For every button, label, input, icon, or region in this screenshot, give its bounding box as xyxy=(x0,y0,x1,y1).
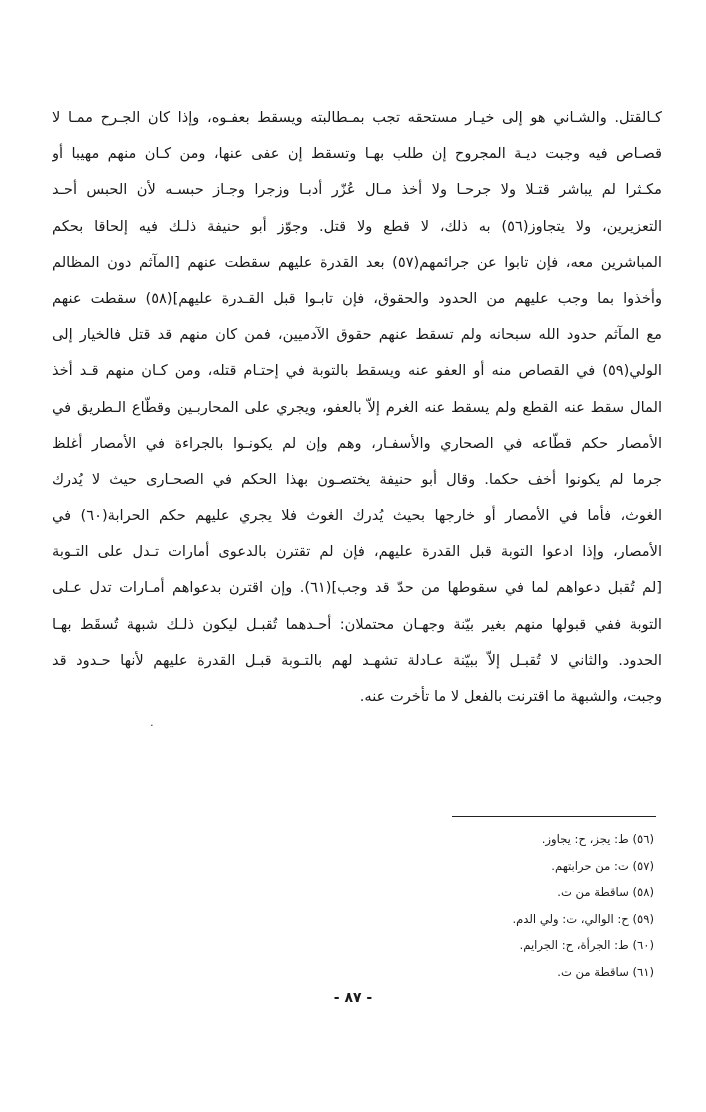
text-line: الأمصار، وإذا ادعوا التوبة قبل القدرة عليهم، فإن لم تقترن بالدعوى أمارات تـدل على التـوبة xyxy=(52,543,662,561)
text-line: الغوث، فأما في الأمصار أو خارجها بحيث يُدرك الغوث فلا يجري عليهم حكم الحرابة(٦٠) في xyxy=(52,507,662,525)
footnote: (٥٨) ساقطة من ت. xyxy=(557,885,654,899)
text-line: المباشرين معه، فإن تابوا عن جرائمهم(٥٧) بعد القدرة عليهم سقطت عنهم [المآثم دون المظالم xyxy=(52,253,662,271)
text-line: مكـثرا لم يباشر قتـلا ولا جرحـا ولا أخذ مـال عُزّر أدبـا وزجرا وجـاز حبسـه لأن الحبس أحـد xyxy=(52,181,662,199)
footnote: (٦١) ساقطة من ت. xyxy=(557,964,654,979)
ink-speck: ․ xyxy=(150,716,154,729)
text-line: الحدود. والثاني لا تُقبـل إلاّ ببيّنة عـادلة تشهـد لهم بالتـوبة قبـل القدرة عليهم لأنها حـدود قد xyxy=(52,651,662,669)
text-line: قصـاص فيه وجبت ديـة المجروح إن طلب بهـا وتسقط إن عفى عنها، ومن كـان منهم مهيبا أو xyxy=(52,145,662,163)
footnote: (٥٦) ط: يجز، ح: يجاوز. xyxy=(541,832,654,846)
footnote: (٦٠) ط: الجرأة، ح: الجرايم. xyxy=(519,938,654,952)
text-line: [لم تُقبل دعواهم لما في سقوطها من حدّ قد وجب](٦١). وإن اقترن بدعواهم أمـارات تدل عـلى xyxy=(52,579,662,597)
page-number: - ٨٧ - xyxy=(333,990,373,1006)
text-line: وأخذوا بما وجب عليهم من الحدود والحقوق، فإن تابـوا قبل القـدرة عليهم](٥٨) سقطت عنهم xyxy=(52,289,662,307)
text-line: التوبة ففي قبولها منهم بغير بيّنة وجهـان محتملان: أحـدهما تُقبـل ليكون ذلـك شبهة تُسقَط بهـا xyxy=(52,615,662,633)
text-line: الولي(٥٩) في القصاص منه أو العفو عنه ويسقط بالتوبة في إحتـام قتله، ومن كـان منهم قـد أخذ xyxy=(52,362,662,380)
footnote-divider xyxy=(452,816,656,817)
text-line-last: وجبت، والشبهة ما اقترنت بالفعل لا ما تأخرت عنه. xyxy=(359,688,662,705)
footnote: (٥٧) ت: من حرابتهم. xyxy=(551,858,654,873)
text-line: جرما لم يكونوا أخف حكما. وقال أبو حنيفة يختصـون بهذا الحكم في الصحـارى حيث لا يُدرك xyxy=(52,470,662,488)
text-line: مع المآثم حدود الله سبحانه ولم تسقط عنهم حقوق الآدميين، فمن كان منهم قد قتل فالخيار إلى xyxy=(52,326,662,344)
footnotes xyxy=(254,826,654,985)
text-line: المال سقط عنه القطع ولم يسقط عنه الغرم إلاّ بالعفو، ويجري على المحاربـين وقطّاع الـطريق في xyxy=(52,398,662,416)
footnote: (٥٩) ح: الوالي، ت: ولي الدم. xyxy=(512,911,654,926)
text-line: كـالقتل. والشـاني هو إلى خيـار مستحقه تجب بمـطالبته ويسقط بعفـوه، وإذا كان الجـرح ممـا لا xyxy=(52,109,662,126)
text-line: الأمصار حكم قطّاعه في الصحاري والأسفـار، وهم وإن لم يكونـوا بالجراءة في الأمصار أغلظ xyxy=(52,434,662,452)
text-line: التعزيرين، ولا يتجاوز(٥٦) به ذلك، لا قطع ولا قتل. وجوّز أبو حنيفة ذلـك فيه إلحاقا بحكم xyxy=(52,217,662,235)
main-text xyxy=(52,100,662,715)
